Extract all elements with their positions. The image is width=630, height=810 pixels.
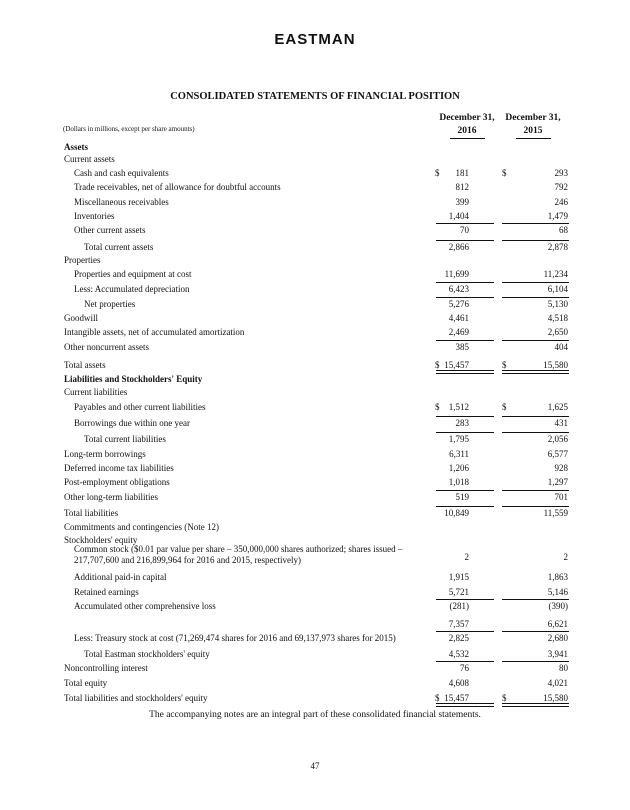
value-2015: 80: [559, 663, 568, 673]
value-2016: 4,532: [448, 649, 469, 659]
rule-line: [436, 297, 494, 298]
table-row: [0, 385, 630, 399]
value-2015: 3,941: [547, 649, 568, 659]
table-row: [0, 372, 630, 386]
row-label: Retained earnings: [74, 587, 139, 597]
value-2016: 5,276: [448, 299, 469, 309]
value-2015: 68: [559, 225, 568, 235]
value-2016: 5,721: [448, 587, 469, 597]
row-label: Total current liabilities: [84, 434, 166, 444]
table-row: [0, 223, 630, 237]
value-2016: 15,457: [444, 693, 469, 703]
row-label: Cash and cash equivalents: [74, 168, 169, 178]
value-2016: 6,423: [448, 284, 469, 294]
rule-line: [502, 506, 569, 507]
double-rule: [502, 370, 569, 374]
row-label: Commitments and contingencies (Note 12): [64, 522, 219, 532]
table-row: [0, 617, 630, 631]
table-row: [0, 240, 630, 254]
column-header-date: December 31,: [505, 113, 561, 123]
table-row: [0, 209, 630, 223]
row-label: Current assets: [64, 154, 115, 164]
rule-line: [502, 432, 569, 433]
value-2016: (281): [449, 601, 469, 611]
row-label: Total liabilities: [64, 508, 119, 518]
table-row: [0, 311, 630, 325]
rule-line: [436, 661, 494, 662]
table-row: [0, 416, 630, 430]
row-label: Inventories: [74, 211, 115, 221]
column-header-year: 2015: [516, 125, 551, 139]
row-label: Stockholders' equity: [64, 535, 138, 545]
value-2016: 11,699: [444, 269, 469, 279]
value-2016: 1,512: [448, 402, 469, 412]
table-row: [0, 647, 630, 661]
value-2015: 2,056: [547, 434, 568, 444]
table-row: [0, 166, 630, 180]
table-row: [0, 297, 630, 311]
value-2015: 4,021: [547, 678, 568, 688]
value-2015: 1,479: [547, 211, 568, 221]
value-2015: 1,625: [547, 402, 568, 412]
value-2016: 812: [455, 182, 469, 192]
table-row: [0, 253, 630, 267]
table-row: [0, 585, 630, 599]
row-label: Properties and equipment at cost: [74, 269, 192, 279]
value-2015: 6,104: [547, 284, 568, 294]
value-2016: 4,461: [448, 313, 469, 323]
table-row: [0, 570, 630, 584]
value-2016: 1,018: [448, 477, 469, 487]
value-2015: 792: [554, 182, 568, 192]
value-2015: 431: [554, 418, 568, 428]
value-2016: 15,457: [444, 360, 469, 370]
value-2015: 11,559: [543, 508, 568, 518]
row-label: Post-employment obligations: [64, 477, 170, 487]
footnote: The accompanying notes are an integral part of these consolidated financial statements.: [149, 710, 481, 720]
value-2015: 2: [563, 552, 568, 562]
value-2016: 1,915: [448, 572, 469, 582]
value-2015: 5,130: [547, 299, 568, 309]
row-label: Other noncurrent assets: [64, 342, 149, 352]
value-2015: 11,234: [543, 269, 568, 279]
table-row: [0, 475, 630, 489]
table-row: [0, 180, 630, 194]
currency-symbol-2016: $: [435, 360, 440, 370]
value-2016: 7,357: [448, 619, 469, 629]
table-row: [0, 461, 630, 475]
row-label: Total current assets: [84, 242, 154, 252]
row-label: Less: Accumulated depreciation: [74, 284, 190, 294]
value-2015: 701: [554, 492, 568, 502]
row-label: Goodwill: [64, 313, 99, 323]
row-label: Current liabilities: [64, 387, 128, 397]
table-row: [0, 340, 630, 354]
value-2016: 181: [455, 168, 469, 178]
table-row: [0, 267, 630, 281]
rule-line: [436, 240, 494, 241]
row-label: Accumulated other comprehensive loss: [74, 601, 216, 611]
value-2016: 2,866: [448, 242, 469, 252]
rule-line: [436, 631, 494, 632]
value-2015: 404: [554, 342, 568, 352]
row-label: Long-term borrowings: [64, 449, 146, 459]
rule-line: [436, 340, 494, 341]
rule-line: [502, 340, 569, 341]
value-2016: 399: [455, 197, 469, 207]
value-2016: 6,311: [449, 449, 469, 459]
column-header-2015: [503, 112, 563, 139]
row-label: Intangible assets, net of accumulated amortization: [64, 327, 245, 337]
rule-line: [502, 661, 569, 662]
value-2016: 4,608: [448, 678, 469, 688]
table-row: [0, 152, 630, 166]
currency-symbol-2015: $: [502, 693, 507, 703]
table-row: [0, 282, 630, 296]
rule-line: [502, 240, 569, 241]
units-note: (Dollars in millions, except per share amounts): [63, 125, 195, 133]
table-row: [0, 432, 630, 446]
value-2015: 15,580: [543, 693, 568, 703]
value-2016: 519: [455, 492, 469, 502]
value-2015: 2,878: [547, 242, 568, 252]
double-rule: [502, 703, 569, 707]
rule-line: [436, 223, 494, 224]
rule-line: [436, 282, 494, 283]
value-2015: 928: [554, 463, 568, 473]
value-2016: 70: [460, 225, 469, 235]
table-row: [0, 400, 630, 414]
row-label: Payables and other current liabilities: [74, 402, 206, 412]
value-2016: 2: [464, 552, 469, 562]
page-number: 47: [310, 761, 320, 771]
value-2015: 6,621: [547, 619, 568, 629]
table-row: [0, 676, 630, 690]
table-row: [0, 506, 630, 520]
currency-symbol-2015: $: [502, 168, 507, 178]
rule-line: [436, 506, 494, 507]
currency-symbol-2015: $: [502, 402, 507, 412]
value-2016: 1,795: [448, 434, 469, 444]
rule-line: [502, 223, 569, 224]
value-2016: 283: [455, 418, 469, 428]
table-row: [0, 661, 630, 675]
row-label: Noncontrolling interest: [64, 663, 148, 673]
row-label: Other long-term liabilities: [64, 492, 158, 502]
rule-line: [502, 297, 569, 298]
currency-symbol-2016: $: [435, 402, 440, 412]
row-label: Other current assets: [74, 225, 146, 235]
row-label: Properties: [64, 255, 101, 265]
statement-title: CONSOLIDATED STATEMENTS OF FINANCIAL POSITION: [170, 91, 460, 102]
value-2015: 15,580: [543, 360, 568, 370]
value-2015: 6,577: [547, 449, 568, 459]
value-2016: 10,849: [444, 508, 469, 518]
row-label: Total Eastman stockholders' equity: [84, 649, 210, 659]
value-2016: 385: [455, 342, 469, 352]
row-label: Less: Treasury stock at cost (71,269,474 shares for 2016 and 69,137,973 shares for 2015): [74, 633, 396, 643]
double-rule: [436, 703, 494, 707]
table-row: [0, 447, 630, 461]
row-label: Net properties: [84, 299, 136, 309]
rule-line: [436, 490, 494, 491]
row-label: Total liabilities and stockholders' equity: [64, 693, 208, 703]
row-label: Borrowings due within one year: [74, 418, 190, 428]
value-2015: 1,863: [547, 572, 568, 582]
rule-line: [502, 416, 569, 417]
currency-symbol-2016: $: [435, 168, 440, 178]
value-2016: 76: [460, 663, 469, 673]
double-rule: [436, 370, 494, 374]
column-header-year: 2016: [450, 125, 485, 139]
table-row: [0, 490, 630, 504]
value-2015: 246: [554, 197, 568, 207]
row-label: Total assets: [64, 360, 106, 370]
value-2016: 1,206: [448, 463, 469, 473]
rule-line: [502, 490, 569, 491]
company-logo: EASTMAN: [274, 31, 356, 48]
value-2016: 2,825: [448, 633, 469, 643]
table-row: [0, 195, 630, 209]
value-2015: 293: [554, 168, 568, 178]
column-header-date: December 31,: [439, 113, 495, 123]
table-row: [0, 599, 630, 613]
rule-line: [502, 282, 569, 283]
row-label: Deferred income tax liabilities: [64, 463, 174, 473]
value-2015: 2,650: [547, 327, 568, 337]
table-row: [0, 520, 630, 534]
value-2015: 1,297: [547, 477, 568, 487]
rule-line: [502, 599, 569, 600]
rule-line: [436, 599, 494, 600]
value-2015: 4,518: [547, 313, 568, 323]
row-label: Total equity: [64, 678, 108, 688]
table-row: [0, 325, 630, 339]
column-header-2016: [437, 112, 497, 139]
row-label: Miscellaneous receivables: [74, 197, 169, 207]
table-row: [0, 544, 630, 565]
row-label: Common stock ($0.01 par value per share – 350,000,000 shares authorized; shares issued – 217,707,600 and 216,899,964 for 2016 and 2015, respectively): [74, 544, 403, 565]
row-label: Assets: [64, 142, 88, 152]
value-2015: (390): [548, 601, 568, 611]
currency-symbol-2016: $: [435, 693, 440, 703]
value-2016: 1,404: [448, 211, 469, 221]
currency-symbol-2015: $: [502, 360, 507, 370]
row-label: Liabilities and Stockholders' Equity: [64, 374, 203, 384]
value-2016: 2,469: [448, 327, 469, 337]
row-label: Trade receivables, net of allowance for doubtful accounts: [74, 182, 281, 192]
rule-line: [436, 416, 494, 417]
value-2015: 2,680: [547, 633, 568, 643]
row-label: Additional paid-in capital: [74, 572, 167, 582]
table-row: [0, 631, 630, 645]
rule-line: [502, 631, 569, 632]
rule-line: [436, 432, 494, 433]
value-2015: 5,146: [547, 587, 568, 597]
